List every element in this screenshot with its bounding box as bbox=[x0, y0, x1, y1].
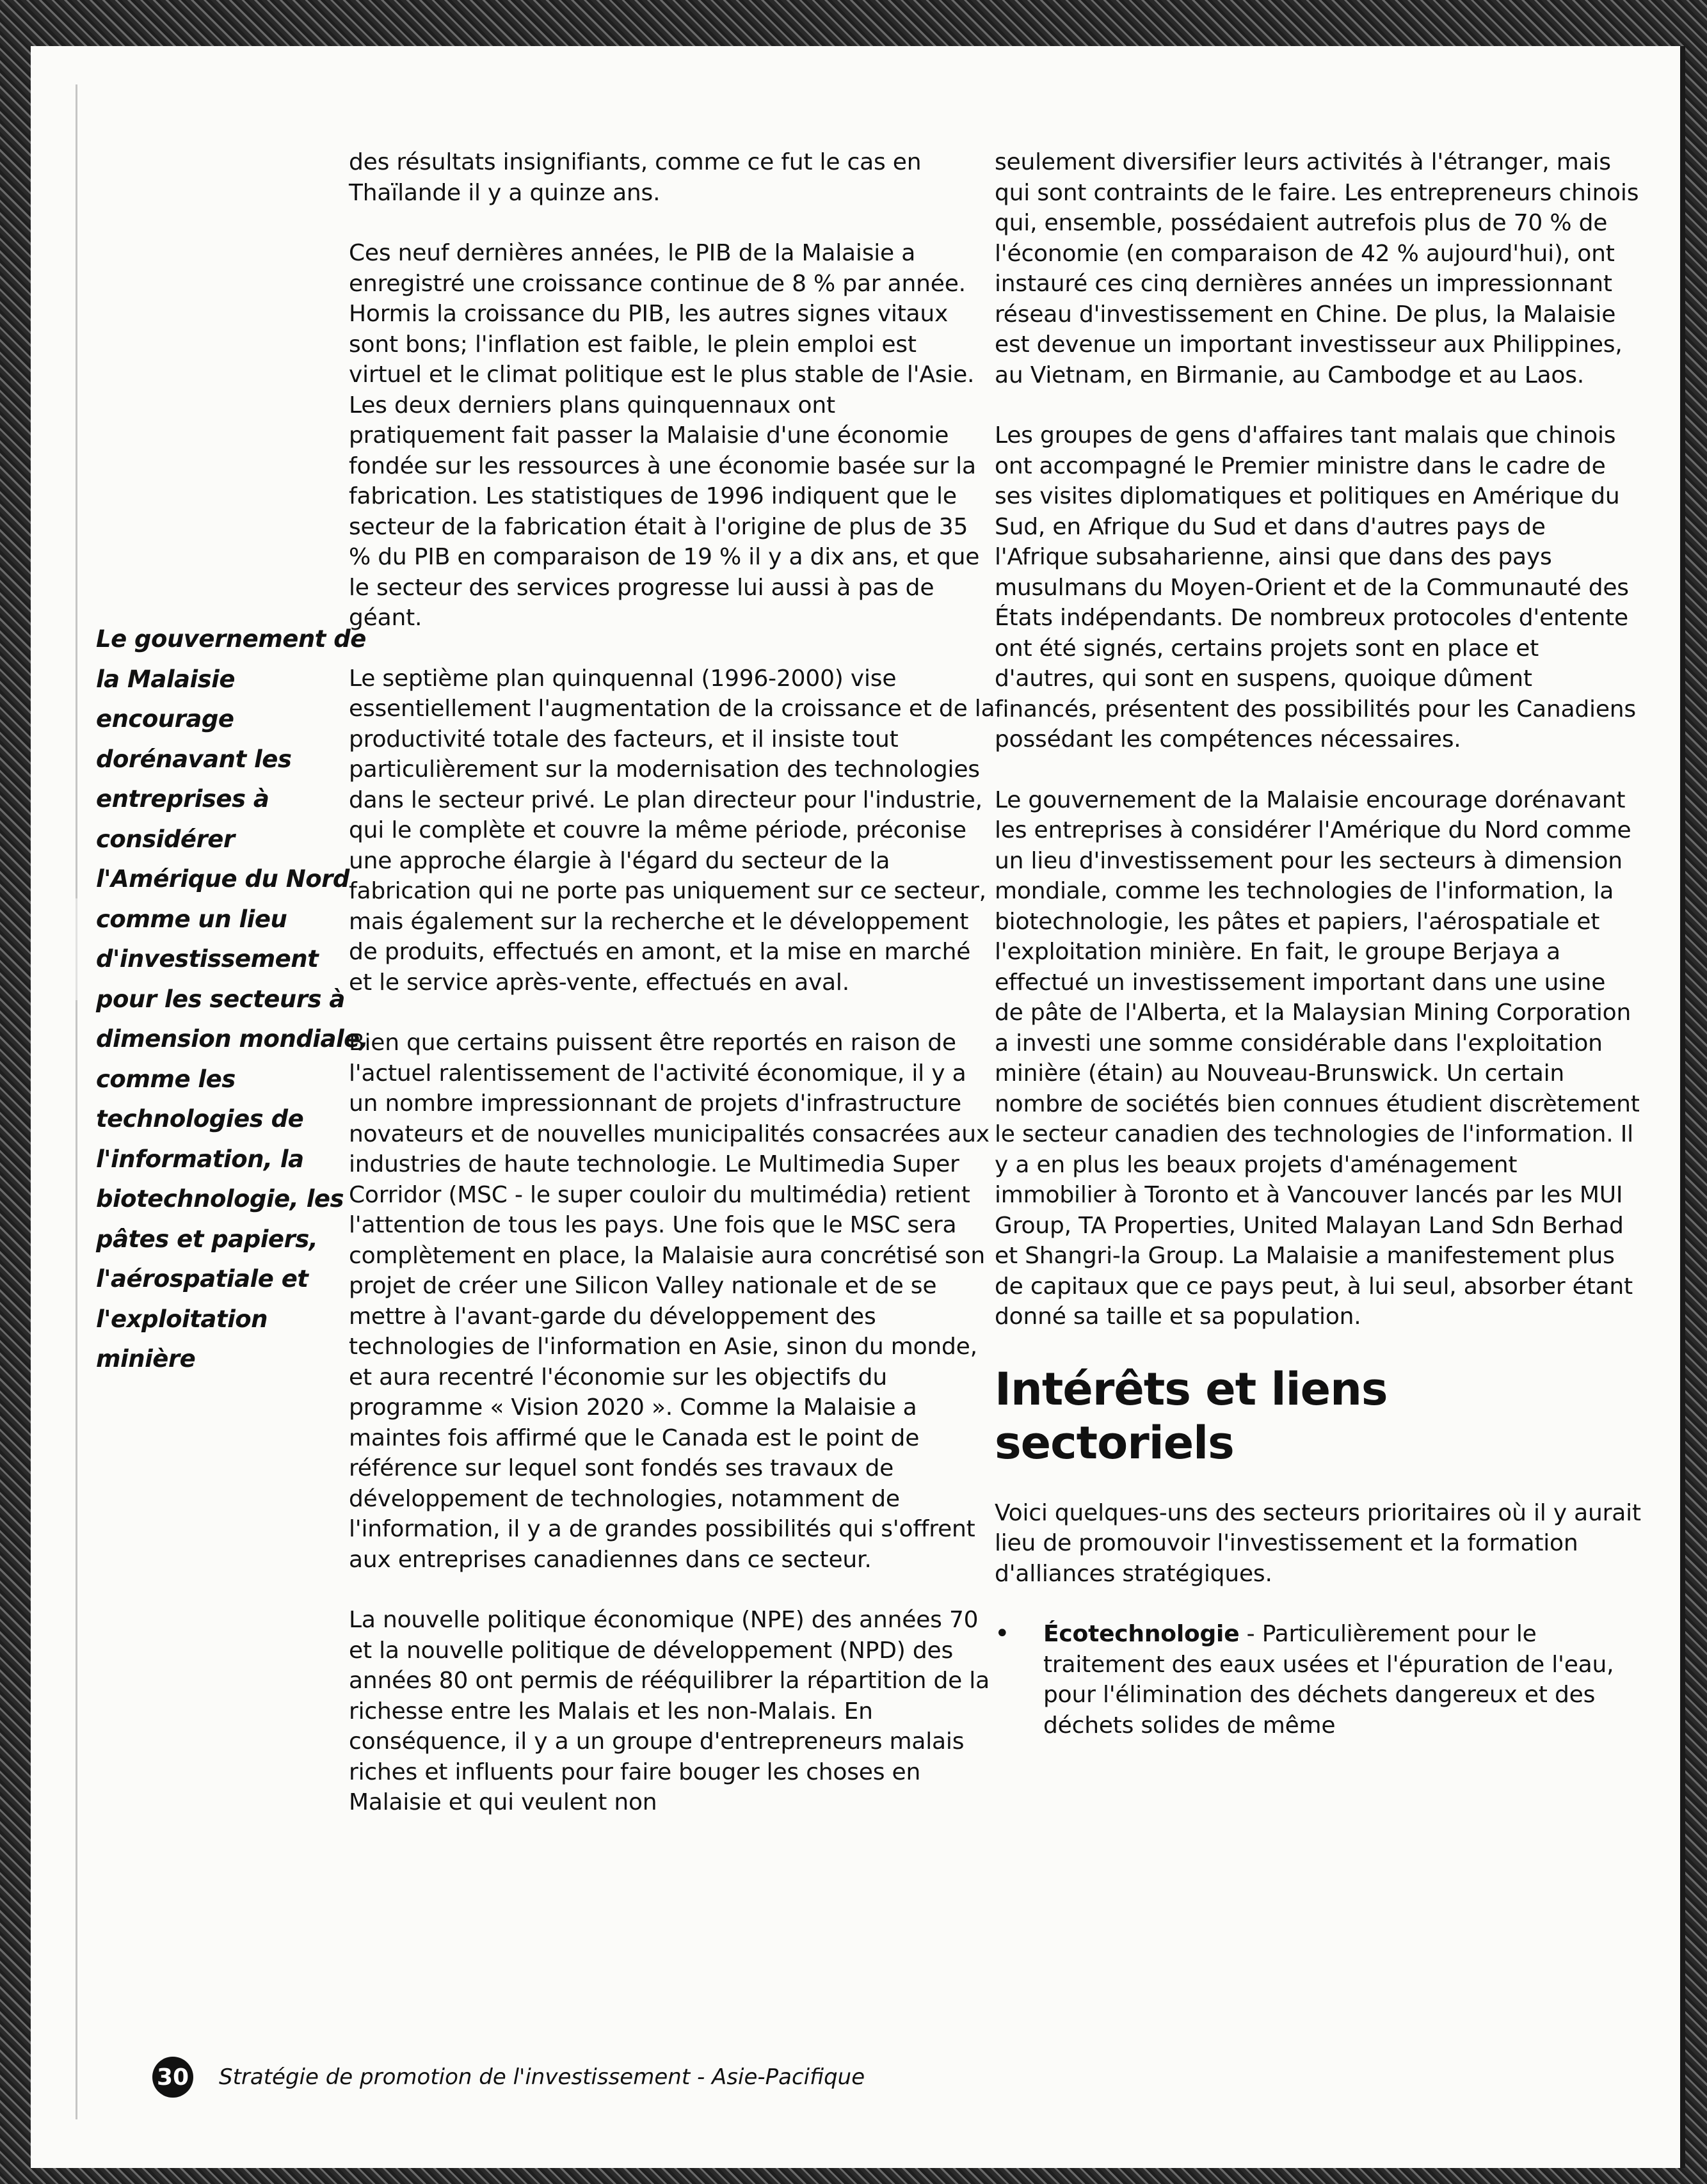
paragraph: seulement diversifier leurs activités à l'étranger, mais qui sont contraints de le faire. Les entrepreneurs chinois qui, ensemble, possédaient autrefois plus de 70 % de l'économie (en comparaison de 42 % aujourd'hui), ont instauré ces cinq dernières années un impressionnant réseau d'investissement en Chine. De plus, la Malaisie est devenue un important investisseur aux Philippines, au Vietnam, en Birmanie, au Cambodge et au Laos. bbox=[995, 149, 1639, 388]
paragraph: Le septième plan quinquennal (1996-2000) vise essentiellement l'augmentation de la croissance et de la productivité totale des facteurs, et il insiste tout particulièrement sur la modernisation des technologies dans le secteur privé. Le plan directeur pour l'industrie, qui le complète et couvre la même période, préconise une approche élargie à l'égard du secteur de la fabrication qui ne porte pas uniquement sur ce secteur, mais également sur la recherche et le développement de produits, effectués en amont, et la mise en marché et le service après-vente, effectués en aval. bbox=[349, 665, 995, 996]
pull-quote: Le gouvernement de la Malaisie encourage dorénavant les entreprises à considérer l'Amérique du Nord comme un lieu d'investissement pour les secteurs à dimension mondiale, comme les technologies de l'information, la biotechnologie, les pâtes et papiers, l'aérospatiale et l'exploitation minière bbox=[96, 625, 369, 1373]
page-number: 30 bbox=[152, 2057, 193, 2098]
running-title: Stratégie de promotion de l'investissement - Asie-Pacifique bbox=[219, 2064, 865, 2090]
bullet-item bbox=[995, 1619, 1641, 1741]
right-column bbox=[995, 147, 1641, 1771]
paragraph: des résultats insignifiants, comme ce fut le cas en Thaïlande il y a quinze ans. bbox=[349, 149, 922, 206]
paragraph: Bien que certains puissent être reportés en raison de l'actuel ralentissement de l'activité économique, il y a un nombre impressionnant de projets d'infrastructure novateurs et de nouvelles municipalités consacrées aux industries de haute technologie. Le Multimedia Super Corridor (MSC - le super couloir du multimédia) retient l'attention de tous les pays. Une fois que le MSC sera complètement en place, la Malaisie aura concrétisé son projet de créer une Silicon Valley nationale et de se mettre à l'avant-garde du développement des technologies de l'information en Asie, sinon du monde, et aura recentré l'économie sur les objectifs du programme « Vision 2020 ». Comme la Malaisie a maintes fois affirmé que le Canada est le point de référence sur lequel sont fondés ses travaux de développement de technologies, notamment de l'information, il y a de grandes possibilités qui s'offrent aux entreprises canadiennes dans ce secteur. bbox=[349, 1030, 990, 1573]
section-heading: Intérêts et liens sectoriels bbox=[995, 1362, 1388, 1469]
page-footer bbox=[152, 2057, 865, 2098]
paragraph: Ces neuf dernières années, le PIB de la Malaisie a enregistré une croissance continue de 8 % par année. Hormis la croissance du PIB, les autres signes vitaux sont bons; l'inflation est faible, le plein emploi est virtuel et le climat politique est le plus stable de l'Asie. Les deux derniers plans quinquennaux ont pratiquement fait passer la Malaisie d'une économie fondée sur les ressources à une économie basée sur la fabrication. Les statistiques de 1996 indiquent que le secteur de la fabrication était à l'origine de plus de 35 % du PIB en comparaison de 19 % il y a dix ans, et que le secteur des services progresse lui aussi à pas de géant. bbox=[349, 240, 980, 631]
bullet-term: Écotechnologie bbox=[1043, 1621, 1240, 1647]
margin-rule bbox=[76, 84, 77, 2119]
paragraph: Les groupes de gens d'affaires tant malais que chinois ont accompagné le Premier ministre dans le cadre de ses visites diplomatiques et politiques en Amérique du Sud, en Afrique du Sud et dans d'autres pays de l'Afrique subsaharienne, ainsi que dans des pays musulmans du Moyen-Orient et de la Communauté des États indépendants. De nombreux protocoles d'entente ont été signés, certains projets sont en place et d'autres, qui sont en suspens, quoique dûment financés, présentent des possibilités pour les Canadiens possédant les compétences nécessaires. bbox=[995, 422, 1636, 753]
paragraph: Le gouvernement de la Malaisie encourage dorénavant les entreprises à considérer l'Amérique du Nord comme un lieu d'investissement pour les secteurs à dimension mondiale, comme les technologies de l'information, la biotechnologie, les pâtes et papiers, l'aérospatiale et l'exploitation minière. En fait, le groupe Berjaya a effectué un investissement important dans une usine de pâte de l'Alberta, et la Malaysian Mining Corporation a investi une somme considérable dans l'exploitation minière (étain) au Nouveau-Brunswick. Un certain nombre de sociétés bien connues étudient discrètement le secteur canadien des technologies de l'information. Il y a en plus les beaux projets d'aménagement immobilier à Toronto et à Vancouver lancés par les MUI Group, TA Properties, United Malayan Land Sdn Berhad et Shangri-la Group. La Malaisie a manifestement plus de capitaux que ce pays peut, à lui seul, absorber étant donné sa taille et sa population. bbox=[995, 786, 1640, 1330]
paragraph: La nouvelle politique économique (NPE) des années 70 et la nouvelle politique de développement (NPD) des années 80 ont permis de rééquilibrer la répartition de la richesse entre les Malais et les non-Malais. En conséquence, il y a un groupe d'entrepreneurs malais riches et influents pour faire bouger les choses en Malaisie et qui veulent non bbox=[349, 1607, 990, 1815]
document-page bbox=[31, 46, 1685, 2168]
bullet-text: - Particulièrement pour le traitement des eaux usées et l'épuration de l'eau, pour l'élimination des déchets dangereux et des déchets solides de même bbox=[1043, 1621, 1614, 1739]
left-column bbox=[349, 147, 995, 1848]
section-intro: Voici quelques-uns des secteurs prioritaires où il y aurait lieu de promouvoir l'investissement et la formation d'alliances stratégiques. bbox=[995, 1499, 1641, 1587]
